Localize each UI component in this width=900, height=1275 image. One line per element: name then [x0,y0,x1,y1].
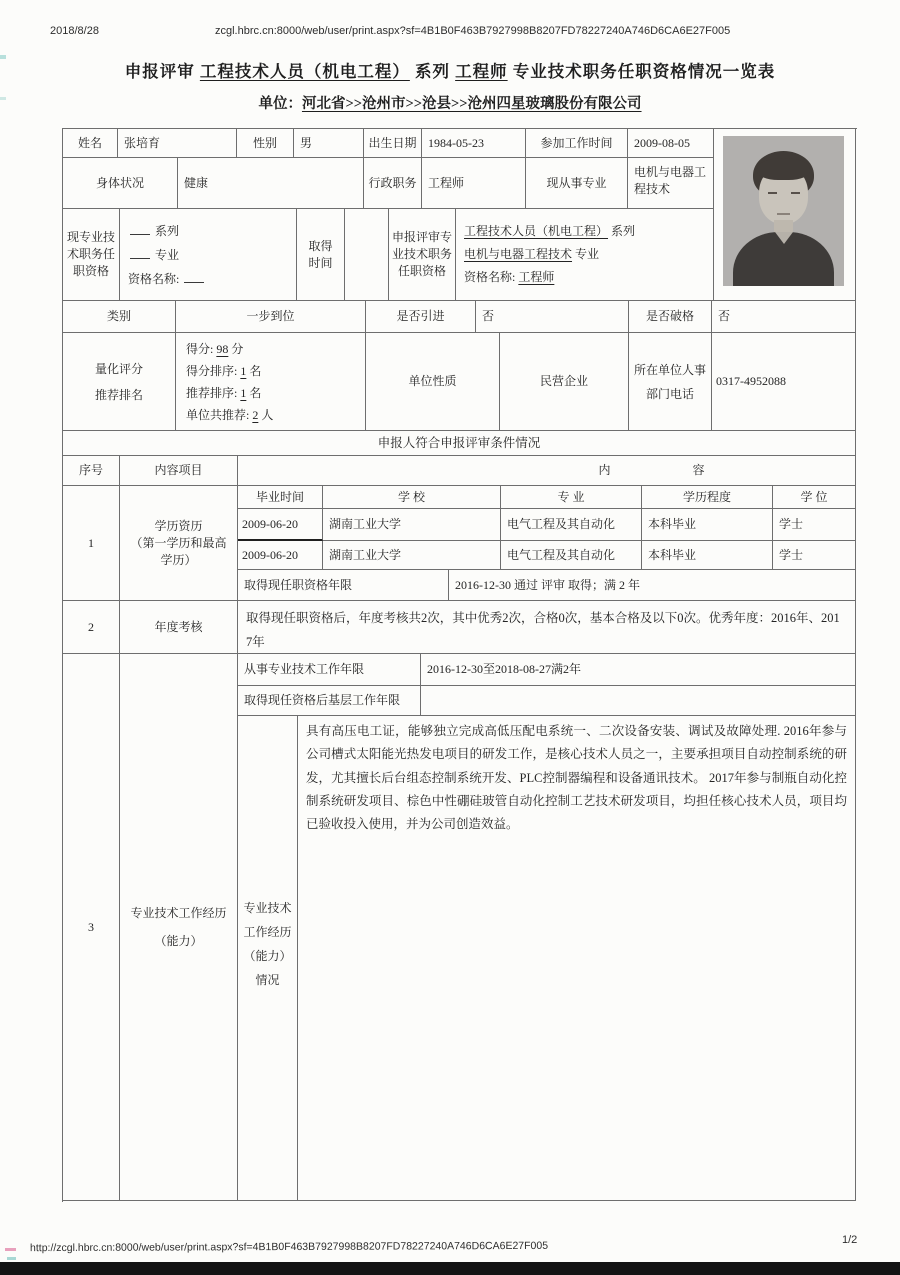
edu-row2-level: 本科毕业 [642,541,773,570]
edu-header-school: 学 校 [323,486,501,509]
unit-type-value: 民营企业 [500,333,629,431]
row2-seq: 2 [63,601,120,654]
edu-header-degree: 学 位 [773,486,856,509]
photo-cell [714,129,856,301]
apply-name-label: 资格名称: [464,270,519,284]
gender-label: 性别 [237,129,294,158]
detail-cell [298,716,856,1201]
title-suffix: 专业技术职务任职资格情况一览表 [507,62,776,81]
acquire-time-label: 取得 时间 [297,209,345,301]
edu-row1-school: 湖南工业大学 [323,509,501,541]
edu-row1-time: 2009-06-20 [238,509,323,541]
admin-value: 工程师 [422,158,526,209]
unit-type-label: 单位性质 [366,333,500,431]
detail-text: 具有高压电工证，能够独立完成高低压配电系统一、二次设备安装、调试及故障处理. 2016年参与公司槽式太阳能光热发电项目的研发工作，是核心技术人员之一，主要承担项目自动控制系统的研发，尤其擅长后台组态控制系统开发、PLC控制器编程和设备通讯技术。 2017年参与制瓶自动化控制系统研发项目、棕色中性硼硅玻管自动化控制工艺技术研发项目，均担任核心技术人员，项目均已验收投入使用，并为公司创造效益。 [306,724,847,832]
apply-series-line [464,220,635,243]
title-series-suffix: 系列 [409,62,456,81]
unit-value: 河北省>>沧州市>>沧县>>沧州四星玻璃股份有限公司 [301,96,642,112]
rec-rank-line: 推荐排序: 1 名 [186,385,262,400]
scan-mark-cyan-2 [0,97,6,100]
print-date: 2018/8/28 [50,25,99,37]
acquire-time-value [345,209,389,301]
profession-text: 电机与电器工程技术 [634,165,707,196]
tenure-value: 2016-12-30 通过 评审 取得；满 2 年 [449,570,856,601]
category-value: 一步到位 [176,301,366,333]
unit-label: 单位： [258,96,302,112]
current-series-suffix: 系列 [155,223,180,238]
edu-row1-major: 电气工程及其自动化 [501,509,642,541]
profession-label: 现从事专业 [526,158,628,209]
row3-seq: 3 [63,654,120,1201]
name-label: 姓名 [63,129,118,158]
current-name-label: 资格名称: [128,271,180,286]
edu-row2-degree: 学士 [773,541,856,570]
row1-item: 学历资历 （第一学历和最高 学历） [120,486,238,601]
applicant-photo [723,136,844,286]
apply-name-line [464,266,554,289]
admin-label: 行政职务 [364,158,422,209]
current-title-label: 现专业技 术职务任 职资格 [63,209,120,301]
current-name-line [128,267,206,291]
edu-header-time: 毕业时间 [238,486,323,509]
edu-header-level: 学历程度 [642,486,773,509]
scan-mark-cyan-1 [0,55,6,59]
import-label: 是否引进 [366,301,476,333]
score-line: 得分: 98 分 [186,341,244,356]
current-title-value [120,209,297,301]
row2-text-content: 取得现任职资格后，年度考核共2次，其中优秀2次，合格0次，基本合格及以下0次。优秀年度：2016年、2017年 [246,611,840,649]
title-rank: 工程师 [455,62,508,81]
edu-row1-level: 本科毕业 [642,509,773,541]
hr-phone-value: 0317-4952088 [712,333,856,431]
base-years-value [421,686,856,716]
base-years-label: 取得现任资格后基层工作年限 [238,686,421,716]
work-years-label: 从事专业技术工作年限 [238,654,421,686]
item-header: 内容项目 [120,456,238,486]
form-title [0,58,900,82]
birth-label: 出生日期 [364,129,422,158]
edu-row1-degree: 学士 [773,509,856,541]
content-header-left: 内 [598,463,611,477]
score-details [176,333,366,431]
health-value: 健康 [178,158,364,209]
apply-series: 工程技术人员（机电工程） [464,224,609,238]
apply-name: 工程师 [518,270,555,284]
current-series-line [128,219,179,243]
row2-item: 年度考核 [120,601,238,654]
health-label: 身体状况 [63,158,178,209]
current-major-line [128,243,179,267]
row3-item: 专业技术工作经历 （能力） [120,654,238,1201]
apply-major: 电机与电器工程技术 [464,247,573,261]
tenure-label: 取得现任职资格年限 [238,570,449,601]
work-start-label: 参加工作时间 [526,129,628,158]
content-header [238,456,856,486]
unit-line [0,92,900,113]
work-years-value: 2016-12-30至2018-08-27满2年 [421,654,856,686]
profession-value [628,158,714,209]
conditions-section-header: 申报人符合申报评审条件情况 [63,431,856,456]
page-number: 1/2 [842,1234,858,1246]
apply-title-label: 申报评审专 业技术职务 任职资格 [389,209,456,301]
row2-text [238,601,856,654]
edu-header-major: 专 业 [501,486,642,509]
current-major-suffix: 专业 [155,247,180,262]
content-header-right: 容 [692,463,705,477]
edu-row2-time: 2009-06-20 [238,541,323,570]
print-url: zcgl.hbrc.cn:8000/web/user/print.aspx?sf=4B1B0F463B7927998B8207FD78227240A746D6CA6E27F005 [215,25,731,37]
category-label: 类别 [63,301,176,333]
form-table [62,128,857,1202]
scan-mark-cyan-3 [7,1257,16,1260]
gender-value: 男 [294,129,364,158]
seq-header: 序号 [63,456,120,486]
scan-bottom-bar [0,1262,900,1275]
title-series: 工程技术人员（机电工程） [199,62,410,81]
exception-value: 否 [712,301,856,333]
hr-phone-label: 所在单位人事 部门电话 [629,333,712,431]
birth-value: 1984-05-23 [422,129,526,158]
score-rank-label: 量化评分 推荐排名 [63,333,176,431]
apply-title-value [456,209,714,301]
name-value: 张培育 [118,129,237,158]
footer-url: http://zcgl.hbrc.cn:8000/web/user/print.aspx?sf=4B1B0F463B7927998B8207FD78227240A746D6CA6E27F005 [29,1239,549,1255]
apply-major-suffix: 专业 [572,247,600,261]
apply-major-line [464,243,599,266]
score-rank-line: 得分排序: 1 名 [186,363,262,378]
detail-label: 专业技术 工作经历 （能力） 情况 [238,716,298,1201]
exception-label: 是否破格 [629,301,712,333]
scan-mark-pink [5,1248,16,1251]
total-rec-line: 单位共推荐: 2 人 [186,407,274,422]
row1-seq: 1 [63,486,120,601]
work-start-value: 2009-08-05 [628,129,714,158]
edu-row2-major: 电气工程及其自动化 [501,541,642,570]
edu-row2-school: 湖南工业大学 [323,541,501,570]
import-value: 否 [476,301,629,333]
title-prefix: 申报评审 [124,62,200,81]
apply-series-suffix: 系列 [608,224,636,238]
